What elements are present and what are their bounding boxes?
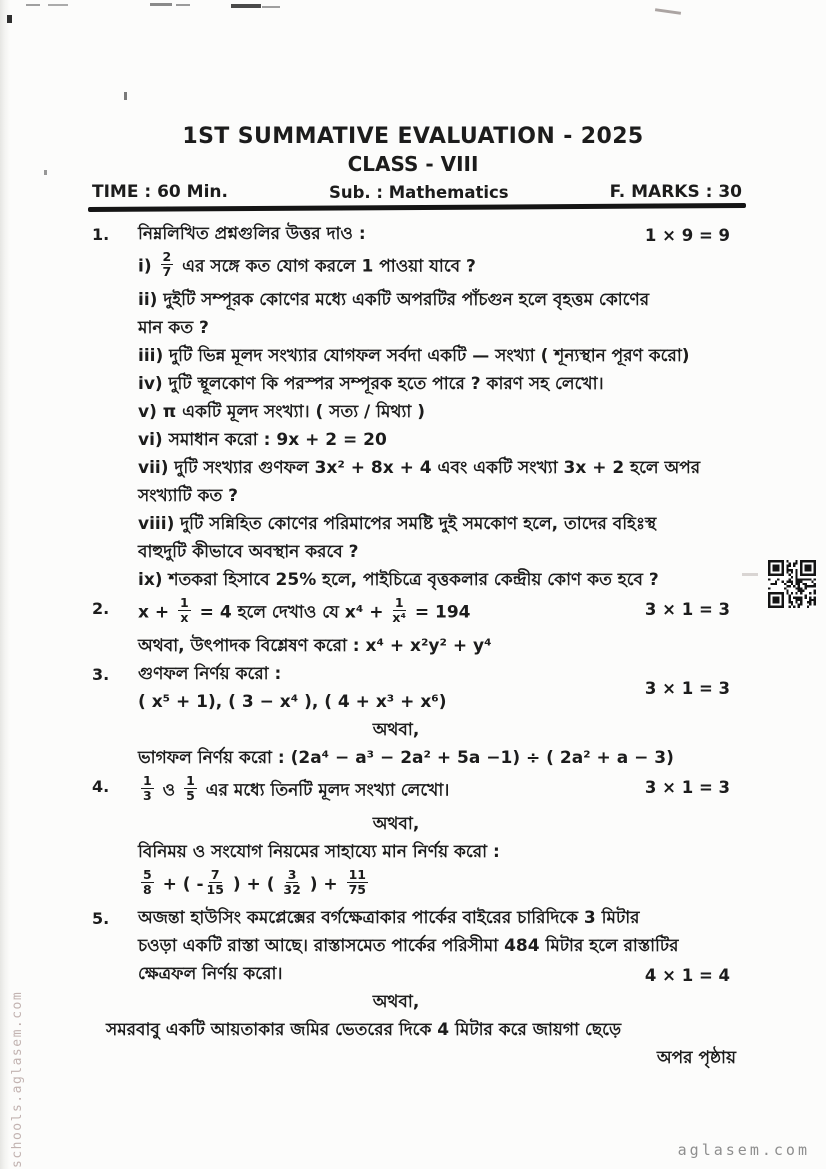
question-number: 1.	[92, 225, 110, 244]
q1-v	[92, 402, 740, 423]
q1-viii	[92, 514, 740, 535]
qr-code-icon	[768, 560, 816, 608]
q1-line	[92, 224, 740, 245]
fraction: $\frac{2}{7}$	[162, 249, 172, 279]
question-text: মান কত ?	[138, 318, 209, 338]
scan-artifact	[742, 573, 758, 576]
question-text: vii) দুটি সংখ্যার গুণফল 3x² + 8x + 4 এবং একটি সংখ্যা 3x + 2 হলে অপর	[138, 458, 701, 478]
question-text: $\frac{5}{8}$ + ( - $\frac{7}{15}$ ) + ( $\frac{3}{32}$ ) + $\frac{11}{75}$	[143, 867, 366, 897]
q5-alt	[92, 1020, 740, 1041]
question-text: বাহুদুটি কীভাবে অবস্থান করবে ?	[138, 542, 359, 562]
question-text: viii) দুটি সন্নিহিত কোণের পরিমাপের সমষ্টি দুই সমকোণ হলে, তাদের বহিঃস্থ	[138, 514, 657, 534]
full-marks-label: F. MARKS : 30	[609, 182, 742, 202]
q1-ix	[92, 570, 740, 591]
question-text: অথবা,	[372, 992, 420, 1012]
page-title: 1ST SUMMATIVE EVALUATION - 2025	[182, 124, 644, 149]
time-label: TIME : 60 Min.	[92, 182, 228, 202]
question-text: ii) দুইটি সম্পূরক কোণের মধ্যে একটি অপরটির পাঁচগুন হলে বৃহত্তম কোণের	[138, 290, 650, 310]
fraction: $\frac{3}{32}$	[283, 867, 301, 897]
q3-or	[92, 720, 740, 741]
left-watermark: schools.aglasem.com	[10, 990, 25, 1168]
q2-or	[92, 636, 740, 657]
question-number: 4.	[92, 777, 110, 796]
q5-or	[92, 992, 740, 1013]
question-text: v) π একটি মূলদ সংখ্যা। ( সত্য / মিথ্যা )	[138, 402, 426, 422]
question-text: $\frac{1}{3}$ ও $\frac{1}{5}$ এর মধ্যে তিনটি মূলদ সংখ্যা লেখো।	[143, 773, 450, 803]
q5-cont1	[92, 936, 740, 957]
header-rule	[88, 203, 746, 212]
question-text: ভাগফল নির্ণয় করো : (2a⁴ − a³ − 2a² + 5a −1) ÷ ( 2a² + a − 3)	[138, 748, 674, 768]
q3-alt	[92, 748, 740, 769]
q1-iii	[92, 346, 740, 367]
question-text: i) $\frac{2}{7}$ এর সঙ্গে কত যোগ করলে 1 পাওয়া যাবে ?	[138, 249, 476, 279]
question-text: সমরবাবু একটি আয়তাকার জমির ভেতরের দিকে 4 মিটার করে জায়গা ছেড়ে	[106, 1020, 622, 1040]
q5-line	[92, 908, 740, 929]
question-text: নিম্নলিখিত প্রশ্নগুলির উত্তর দাও :	[138, 224, 366, 244]
exam-body	[92, 224, 740, 1069]
question-text: অথবা, উৎপাদক বিশ্লেষণ করো : x⁴ + x²y² + y⁴	[138, 636, 492, 656]
question-text: অথবা,	[372, 720, 420, 740]
question-text: ix) শতকরা হিসাবে 25% হলে, পাইচিত্রে বৃত্তকলার কেন্দ্রীয় কোণ কত হবে ?	[138, 570, 659, 590]
q4-line	[92, 773, 740, 805]
question-text: iv) দুটি স্থূলকোণ কি পরস্পর সম্পূরক হতে পারে ? কারণ সহ লেখো।	[138, 374, 604, 394]
fraction: $\frac{7}{15}$	[206, 867, 224, 897]
question-text: অপর পৃষ্ঠায়	[656, 1048, 736, 1068]
marks-badge: 3 × 1 = 3	[644, 778, 730, 797]
marks-badge: 4 × 1 = 4	[644, 966, 730, 985]
marks-badge: 1 × 9 = 9	[644, 226, 730, 245]
marks-badge: 3 × 1 = 3	[644, 600, 730, 619]
q4-alt-expr	[92, 867, 740, 899]
q1-viii-cont	[92, 542, 740, 563]
q1-iv	[92, 374, 740, 395]
exam-header	[0, 0, 826, 210]
question-text: ক্ষেত্রফল নির্ণয় করো।	[138, 964, 283, 984]
q1-ii	[92, 290, 740, 311]
fraction: $\frac{5}{8}$	[143, 867, 152, 897]
q1-vii	[92, 458, 740, 479]
fraction: $\frac{11}{75}$	[348, 867, 366, 897]
exam-info-row	[92, 182, 742, 202]
q1-vi	[92, 430, 740, 451]
q3-products	[92, 692, 740, 713]
class-heading: CLASS - VIII	[347, 152, 479, 176]
question-text: বিনিময় ও সংযোগ নিয়মের সাহায্যে মান নির্ণয় করো :	[138, 842, 500, 862]
question-text: vi) সমাধান করো : 9x + 2 = 20	[138, 430, 387, 450]
question-text: অথবা,	[372, 814, 420, 834]
fraction: $\frac{1}{x}$	[180, 595, 189, 625]
question-text: চওড়া একটি রাস্তা আছে। রাস্তাসমেত পার্কের পরিসীমা 484 মিটার হলে রাস্তাটির	[138, 936, 679, 956]
q2-line	[92, 595, 740, 627]
q1-ii-cont	[92, 318, 740, 339]
question-text: গুণফল নির্ণয় করো :	[138, 664, 282, 684]
question-number: 5.	[92, 909, 110, 928]
subject-label: Sub. : Mathematics	[328, 183, 509, 202]
question-text: অজন্তা হাউসিং কমপ্লেক্সের বর্গক্ষেত্রাকার পার্কের বাইরের চারিদিকে 3 মিটার	[138, 908, 640, 928]
q4-or	[92, 814, 740, 835]
q1-vii-cont	[92, 486, 740, 507]
next-page-note	[92, 1048, 740, 1069]
fraction: $\frac{1}{3}$	[143, 773, 152, 803]
bottom-right-watermark: aglasem.com	[677, 1141, 810, 1159]
q4-alt	[92, 842, 740, 863]
q3-line	[92, 664, 740, 698]
question-text: x + $\frac{1}{x}$ = 4 হলে দেখাও যে x⁴ + $\frac{1}{\text{x⁴}}$ = 194	[138, 595, 471, 625]
question-lines	[92, 224, 740, 1069]
q5-cont2	[92, 964, 740, 985]
question-number: 3.	[92, 665, 110, 684]
question-number: 2.	[92, 599, 110, 618]
question-text: সংখ্যাটি কত ?	[138, 486, 239, 506]
fraction: $\frac{1}{5}$	[186, 773, 195, 803]
question-text: iii) দুটি ভিন্ন মূলদ সংখ্যার যোগফল সর্বদা একটি — সংখ্যা ( শূন্যস্থান পূরণ করো)	[138, 346, 690, 366]
q1-i	[92, 249, 740, 281]
marks-badge: 3 × 1 = 3	[644, 679, 730, 698]
fraction: $\frac{1}{\text{x⁴}}$	[392, 595, 406, 625]
question-text: ( x⁵ + 1), ( 3 − x⁴ ), ( 4 + x³ + x⁶)	[138, 692, 447, 712]
